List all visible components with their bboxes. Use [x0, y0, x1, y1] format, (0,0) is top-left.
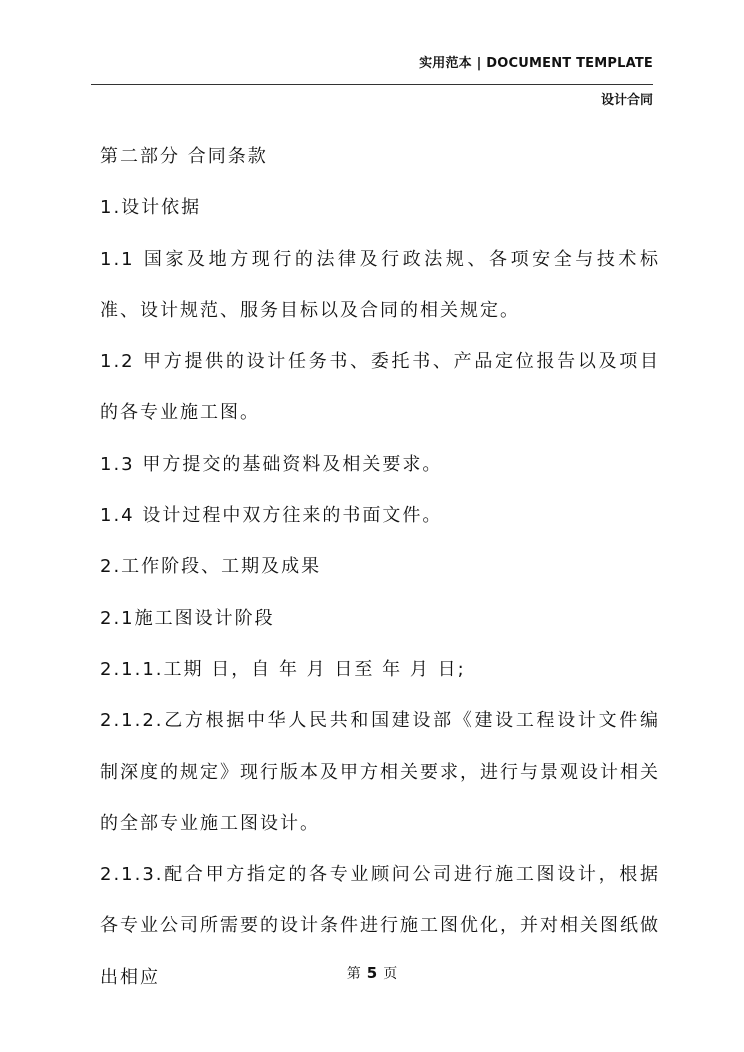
page-number: 5: [366, 964, 378, 982]
page-prefix: 第: [346, 966, 361, 982]
clause-heading: 2.工作阶段、工期及成果: [100, 556, 322, 578]
header-title: 实用范本 | DOCUMENT TEMPLATE: [419, 56, 653, 71]
clause-paragraph: 1.1 国家及地方现行的法律及行政法规、各项安全与技术标准、设计规范、服务目标以及合同的相关规定。: [100, 248, 660, 321]
clause-paragraph: 2.1.2.乙方根据中华人民共和国建设部《建设工程设计文件编制深度的规定》现行版本及甲方相关要求，进行与景观设计相关的全部专业施工图设计。: [100, 710, 660, 834]
clause-paragraph: 1.4 设计过程中双方往来的书面文件。: [100, 505, 443, 527]
clause-heading: 1.设计依据: [100, 197, 202, 219]
clause-subheading: 2.1施工图设计阶段: [100, 607, 275, 629]
clause-paragraph: 2.1.3.配合甲方指定的各专业顾问公司进行施工图设计，根据各专业公司所需要的设计条件进行施工图优化，并对相关图纸做出相应: [100, 864, 660, 988]
clause-paragraph: 1.3 甲方提交的基础资料及相关要求。: [100, 453, 443, 475]
page-suffix: 页: [383, 966, 398, 982]
header-subtitle: 设计合同: [600, 93, 653, 108]
document-body: [100, 131, 660, 1003]
clause-paragraph: 2.1.1.工期 日，自 年 月 日至 年 月 日;: [100, 658, 466, 680]
header-divider: [91, 84, 653, 85]
section-heading: 第二部分 合同条款: [100, 146, 268, 167]
page-footer: [0, 963, 744, 983]
clause-paragraph: 1.2 甲方提供的设计任务书、委托书、产品定位报告以及项目的各专业施工图。: [100, 351, 660, 424]
